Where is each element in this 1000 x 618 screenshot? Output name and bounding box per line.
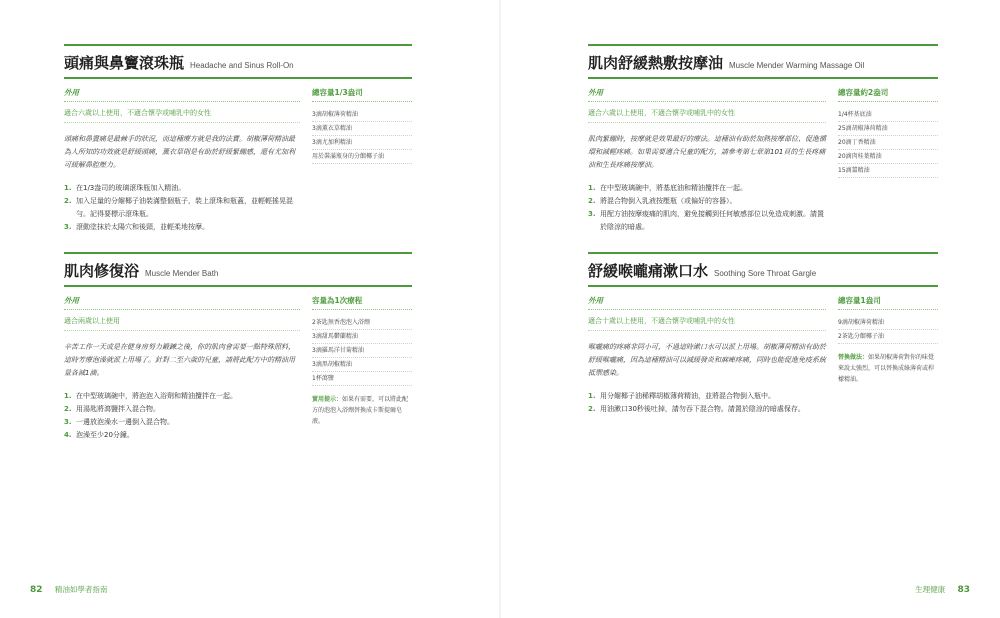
step-number: 1. [64, 184, 72, 192]
recipe-header [64, 44, 412, 79]
suitability-note: 適合六歲以上使用，不適合懷孕或哺乳中的女性 [64, 108, 300, 123]
ingredient-item: 20滴丁香精油 [838, 136, 938, 150]
step-number: 2. [64, 405, 72, 413]
step-text: 在中型玻璃碗中，將泡泡入浴劑和精油攪拌在一起。 [76, 392, 237, 400]
ingredient-item: 9滴胡椒薄荷精油 [838, 316, 938, 330]
step-item [64, 221, 300, 234]
recipe-title-en: Muscle Mender Bath [145, 269, 219, 278]
page-number-right: 83 [957, 585, 970, 595]
step-text: 一邊放泡澡水一邊倒入混合物。 [76, 418, 174, 426]
ingredients-panel [312, 87, 412, 234]
ingredient-list [838, 316, 938, 344]
ingredient-item: 3滴薰衣草精油 [312, 122, 412, 136]
recipe-muscle-bath [64, 252, 412, 442]
usage-label: 外用 [64, 295, 300, 310]
recipe-body [64, 87, 312, 234]
tip-label: 替換做法： [838, 354, 869, 361]
recipe-intro: 頭痛和鼻竇痛是最棘手的狀況，而這種療方就是我的法寶。胡椒薄荷精油最為人所知的功效就是舒緩頭痛，薰衣草則是有助於舒緩緊繃感，還有尤加利可緩解鼻腔壓力。 [64, 135, 295, 169]
ingredient-list [312, 316, 412, 386]
ingredient-item: 20滴肉桂葉精油 [838, 150, 938, 164]
recipe-columns [588, 87, 938, 234]
ingredient-list [838, 108, 938, 178]
page-number-left: 82 [30, 585, 43, 595]
tip-note [838, 352, 938, 385]
recipe-body [588, 87, 838, 234]
book-gutter [499, 0, 501, 618]
capacity-label: 總容量1/3盎司 [312, 87, 412, 102]
recipe-header [64, 252, 412, 287]
recipe-title-en: Soothing Sore Throat Gargle [714, 269, 817, 278]
ingredient-item: 3滴甜馬鬱蘭精油 [312, 330, 412, 344]
ingredient-item: 25滴胡椒薄荷精油 [838, 122, 938, 136]
recipe-body [64, 295, 312, 442]
recipe-header [588, 44, 938, 79]
step-number: 2. [64, 197, 72, 205]
step-text: 用配方油按摩痠痛的肌肉，避免接觸到任何敏感部位以免造成刺激。請置於陰涼的暗處。 [600, 210, 824, 231]
step-item [588, 390, 826, 403]
step-item [64, 416, 300, 429]
step-item [588, 195, 826, 208]
ingredient-item: 15滴薑精油 [838, 164, 938, 178]
step-text: 用湯匙將瀉鹽拌入混合物。 [76, 405, 160, 413]
step-number: 4. [64, 431, 72, 439]
step-text: 加入足量的分餾椰子油裝滿整個瓶子，裝上滾珠和瓶蓋，並輕輕搖晃混勻。記得要標示滾珠瓶。 [76, 197, 293, 218]
recipe-header [588, 252, 938, 287]
recipe-warming-massage-oil [588, 44, 938, 234]
recipe-intro: 辛苦工作一天或是在健身房努力鍛鍊之後，你的肌肉會需要一點特殊照料，這時芳療泡澡就派上用場了。針對二至六歲的兒童，請將此配方中的精油用量各減1滴。 [64, 343, 295, 377]
capacity-label: 總容量1盎司 [838, 295, 938, 310]
step-list [588, 182, 826, 234]
step-item [588, 208, 826, 234]
recipe-columns [588, 295, 938, 416]
ingredient-item: 用於裝滿瓶身的分餾椰子油 [312, 150, 412, 164]
step-item [588, 182, 826, 195]
suitability-note: 適合六歲以上使用，不適合懷孕或哺乳中的女性 [588, 108, 826, 123]
ingredient-item: 3滴胡椒薄荷精油 [312, 108, 412, 122]
step-list [64, 390, 300, 442]
step-number: 3. [588, 210, 596, 218]
suitability-note: 適合十歲以上使用，不適合懷孕或哺乳中的女性 [588, 316, 826, 331]
step-text: 在中型玻璃碗中，將基底油和精油攪拌在一起。 [600, 184, 747, 192]
step-list [64, 182, 300, 234]
step-number: 3. [64, 223, 72, 231]
step-number: 1. [64, 392, 72, 400]
step-text: 泡澡至少20分鐘。 [76, 431, 134, 439]
right-page-footer [915, 584, 970, 595]
ingredients-panel [838, 295, 938, 416]
ingredient-item: 3滴羅馬洋甘菊精油 [312, 344, 412, 358]
step-text: 用油漱口30秒後吐掉，請勿吞下混合物。請置於陰涼的暗處保存。 [600, 405, 805, 413]
recipe-columns [64, 295, 412, 442]
capacity-label: 總容量約2盎司 [838, 87, 938, 102]
running-title-right: 生理健康 [915, 585, 946, 594]
recipe-title-zh: 頭痛與鼻竇滾珠瓶 [64, 54, 185, 72]
recipe-title-zh: 舒緩喉嚨痛漱口水 [588, 262, 709, 280]
recipe-title-en: Headache and Sinus Roll-On [190, 61, 294, 70]
capacity-label: 容量為1次療程 [312, 295, 412, 310]
recipe-body [588, 295, 838, 416]
tip-note [312, 394, 412, 427]
step-item [64, 390, 300, 403]
step-number: 3. [64, 418, 72, 426]
tip-text: 如果有需要，可以將此配方的泡泡入浴劑替換成卡斯提爾皂液。 [312, 396, 409, 425]
step-number: 2. [588, 197, 596, 205]
step-item [64, 182, 300, 195]
ingredient-item: 2茶匙無香泡泡入浴劑 [312, 316, 412, 330]
ingredient-item: 2茶匙分餾椰子油 [838, 330, 938, 344]
ingredient-list [312, 108, 412, 164]
usage-label: 外用 [64, 87, 300, 102]
ingredient-item: 3滴黑胡椒精油 [312, 358, 412, 372]
usage-label: 外用 [588, 87, 826, 102]
recipe-title-zh: 肌肉修復浴 [64, 262, 140, 280]
usage-label: 外用 [588, 295, 826, 310]
step-item [588, 403, 826, 416]
step-text: 用分餾椰子油稀釋胡椒薄荷精油，並將混合物倒入瓶中。 [600, 392, 775, 400]
suitability-note: 適合兩歲以上使用 [64, 316, 300, 331]
ingredient-item: 1杯瀉鹽 [312, 372, 412, 386]
step-list [588, 390, 826, 416]
tip-label: 實用提示： [312, 396, 343, 403]
recipe-title-en: Muscle Mender Warming Massage Oil [729, 61, 865, 70]
step-text: 在1/3盎司的玻璃滾珠瓶加入精油。 [76, 184, 186, 192]
step-item [64, 429, 300, 442]
step-number: 1. [588, 184, 596, 192]
step-item [64, 403, 300, 416]
tip-text: 如果胡椒薄荷對你的味覺來說太強烈，可以替換成綠薄荷或桿檬精油。 [838, 354, 935, 383]
step-number: 1. [588, 392, 596, 400]
step-number: 2. [588, 405, 596, 413]
recipe-sore-throat-gargle [588, 252, 938, 416]
ingredients-panel [838, 87, 938, 234]
ingredient-item: 1/4杯基底油 [838, 108, 938, 122]
recipe-title-zh: 肌肉舒緩熱敷按摩油 [588, 54, 724, 72]
recipe-columns [64, 87, 412, 234]
step-text: 滾動塗抹於太陽穴和後頸，並輕柔地按摩。 [76, 223, 209, 231]
step-text: 將混合物倒入乳液按壓瓶（或偏好的容器）。 [600, 197, 737, 205]
recipe-headache-roll-on [64, 44, 412, 234]
left-page-footer [30, 584, 107, 595]
recipe-intro: 喉嚨痛的疼痛非同小可，不過這時漱口水可以派上用場。胡椒薄荷精油有助於舒緩喉嚨痛，因為這種精油可以減緩發炎和麻痺疼痛，同時也能促進免疫系統抵禦感染。 [588, 343, 826, 377]
recipe-intro: 肌肉緊繃時，按摩就是效果最好的療法。這種油有助於加熱按摩部位、促進循環和減輕疼痛。如果需要適合兒童的配方，請參考第七章第101頁的生長疼痛油和生長疼痛按摩油。 [588, 135, 826, 169]
step-item [64, 195, 300, 221]
ingredients-panel [312, 295, 412, 442]
running-title-left: 精油如學者指南 [54, 585, 108, 594]
ingredient-item: 3滴尤加利精油 [312, 136, 412, 150]
